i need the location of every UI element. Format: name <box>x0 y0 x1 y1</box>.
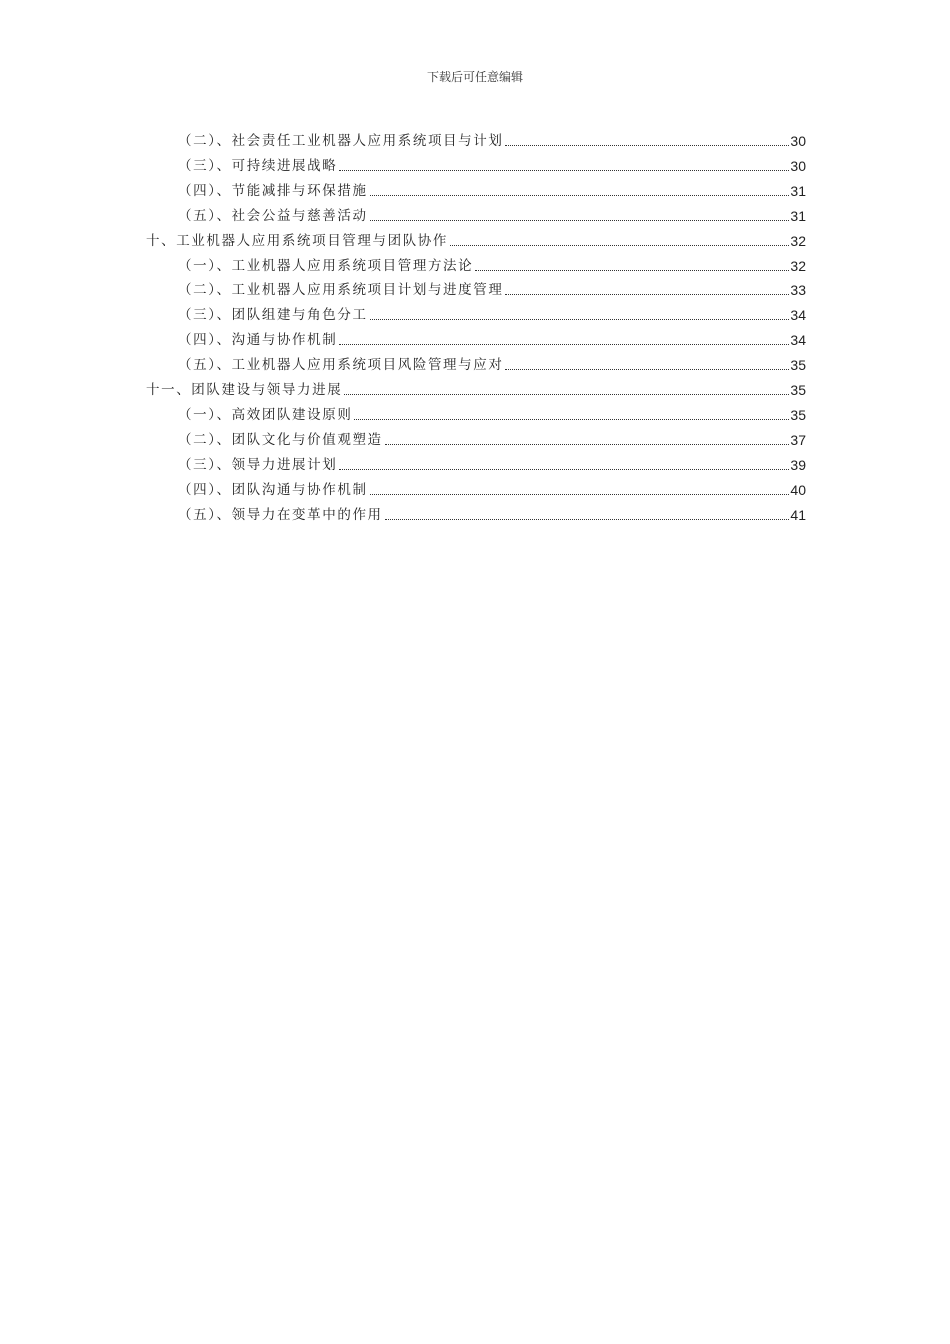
toc-dot-leader <box>370 493 790 495</box>
toc-page-number: 39 <box>790 456 806 473</box>
toc-page-number: 35 <box>790 406 806 423</box>
toc-dot-leader <box>450 244 789 246</box>
toc-dot-leader <box>385 518 790 520</box>
toc-dot-leader <box>370 194 790 196</box>
toc-section-entry[interactable] <box>178 450 806 474</box>
toc-dot-leader <box>339 468 789 470</box>
toc-section-entry[interactable] <box>178 500 806 524</box>
toc-page-number: 32 <box>790 257 806 274</box>
toc-entry-title: （二）、社会责任工业机器人应用系统项目与计划 <box>178 133 504 149</box>
toc-page-number: 41 <box>790 506 806 523</box>
toc-section-entry[interactable] <box>178 475 806 499</box>
toc-page-number: 35 <box>790 382 806 398</box>
toc-section-entry[interactable] <box>178 126 806 150</box>
toc-section-entry[interactable] <box>178 201 806 225</box>
toc-entry-title: （五）、工业机器人应用系统项目风险管理与应对 <box>178 357 504 374</box>
toc-entry-title: 十、工业机器人应用系统项目管理与团队协作 <box>146 232 448 249</box>
toc-page-number: 40 <box>790 481 806 498</box>
toc-entry-title: （四）、节能减排与环保措施 <box>178 182 368 199</box>
toc-dot-leader <box>354 418 789 420</box>
toc-page-number: 31 <box>790 207 806 224</box>
toc-dot-leader <box>339 343 789 345</box>
toc-section-entry[interactable] <box>178 300 806 324</box>
toc-page-number: 33 <box>790 282 806 299</box>
toc-entry-title: （一）、工业机器人应用系统项目管理方法论 <box>178 257 474 274</box>
toc-section-entry[interactable] <box>178 151 806 175</box>
toc-page-number: 34 <box>790 332 806 349</box>
toc-entry-title: （三）、领导力进展计划 <box>178 456 338 473</box>
toc-page-number: 35 <box>790 357 806 374</box>
toc-section-entry[interactable] <box>178 400 806 424</box>
toc-dot-leader <box>385 443 790 445</box>
toc-section-entry[interactable] <box>178 176 806 200</box>
toc-entry-title: （五）、社会公益与慈善活动 <box>178 207 368 224</box>
toc-dot-leader <box>505 368 789 370</box>
toc-dot-leader <box>505 144 789 146</box>
toc-dot-leader <box>370 219 790 221</box>
toc-entry-title: （四）、沟通与协作机制 <box>178 332 338 349</box>
toc-chapter-entry[interactable] <box>146 226 806 250</box>
toc-dot-leader <box>339 169 789 171</box>
toc-entry-title: （四）、团队沟通与协作机制 <box>178 481 368 498</box>
toc-entry-title: 十一、团队建设与领导力进展 <box>146 382 343 398</box>
toc-chapter-entry[interactable] <box>146 375 806 399</box>
toc-page-number: 30 <box>790 133 806 149</box>
toc-page-number: 34 <box>790 307 806 324</box>
toc-page-number: 30 <box>790 157 806 174</box>
toc-section-entry[interactable] <box>178 275 806 299</box>
toc-dot-leader <box>370 318 790 320</box>
toc-section-entry[interactable] <box>178 350 806 374</box>
toc-section-entry[interactable] <box>178 251 806 275</box>
toc-section-entry[interactable] <box>178 425 806 449</box>
toc-dot-leader <box>475 269 789 271</box>
toc-entry-title: （三）、团队组建与角色分工 <box>178 307 368 324</box>
toc-section-entry[interactable] <box>178 325 806 349</box>
toc-entry-title: （二）、工业机器人应用系统项目计划与进度管理 <box>178 282 504 299</box>
header-note: 下载后可任意编辑 <box>426 70 523 84</box>
toc-dot-leader <box>505 293 789 295</box>
toc-dot-leader <box>344 393 789 395</box>
toc-entry-title: （三）、可持续进展战略 <box>178 157 338 174</box>
toc-entry-title: （一）、高效团队建设原则 <box>178 406 353 423</box>
toc-page-number: 31 <box>790 182 806 199</box>
toc-page-number: 37 <box>790 431 806 448</box>
toc-page-number: 32 <box>790 232 806 249</box>
toc-entry-title: （五）、领导力在变革中的作用 <box>178 506 383 523</box>
toc-entry-title: （二）、团队文化与价值观塑造 <box>178 431 383 448</box>
